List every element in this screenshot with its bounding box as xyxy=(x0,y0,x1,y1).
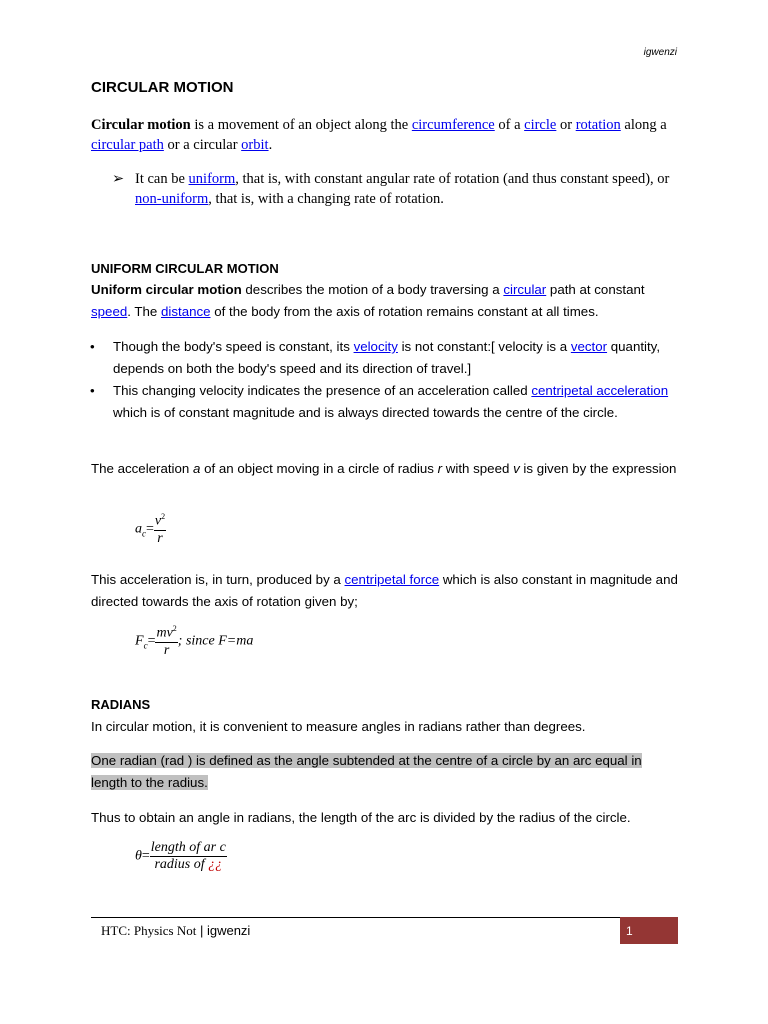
footer-separator: | xyxy=(196,923,207,938)
footer-divider xyxy=(91,917,620,918)
eq-denominator-text: radius of xyxy=(154,857,209,872)
equation-centripetal-force xyxy=(135,624,253,659)
eq-denominator: r xyxy=(157,530,163,546)
accel-text: is given by the expression xyxy=(519,461,677,476)
link-rotation[interactable]: rotation xyxy=(575,117,621,133)
eq-subscript: c xyxy=(143,640,148,651)
intro-text: . xyxy=(268,137,273,153)
bullet-dot-icon: • xyxy=(90,383,95,398)
force-text: This acceleration is, in turn, produced by a xyxy=(91,572,345,587)
radians-intro: In circular motion, it is convenient to measure angles in radians rather than degrees. xyxy=(91,719,586,734)
eq-equals: = xyxy=(141,848,150,864)
link-circle[interactable]: circle xyxy=(524,117,557,133)
eq-numerator: mv xyxy=(156,625,173,641)
bullet-item xyxy=(90,336,682,380)
eq-subscript: c xyxy=(142,528,146,539)
intro-text: along a xyxy=(620,117,667,133)
intro-text: or a circular xyxy=(163,137,242,153)
link-velocity[interactable]: velocity xyxy=(353,339,398,354)
var-r: r xyxy=(437,461,443,476)
force-paragraph xyxy=(91,569,681,613)
footer-title: HTC: Physics Not xyxy=(101,923,197,938)
accel-text: The acceleration xyxy=(91,461,193,476)
highlighted-definition: One radian (rad ) is defined as the angle subtended at the centre of a circle by an arc equal in length to the radius. xyxy=(91,753,642,790)
link-vector[interactable]: vector xyxy=(570,339,608,354)
bullet-item xyxy=(90,380,682,424)
bullet-text: quantity, depends on both the body's speed and its direction of travel.] xyxy=(113,339,661,376)
eq-superscript: 2 xyxy=(172,624,177,633)
eq-numerator: length of ar c xyxy=(150,840,226,855)
arrow-item-text: It can be xyxy=(135,171,189,187)
page-number: 1 xyxy=(626,924,633,938)
ucm-text: . The xyxy=(127,304,161,319)
eq-fraction xyxy=(150,840,227,873)
link-circular[interactable]: circular xyxy=(503,282,547,297)
var-a: a xyxy=(193,461,201,476)
bullet-text: which is of constant magnitude and is always directed towards the centre of the circle. xyxy=(113,405,618,420)
eq-numerator: v xyxy=(154,513,162,529)
ucm-text: path at constant xyxy=(546,282,645,297)
link-circular-path[interactable]: circular path xyxy=(91,137,164,153)
section-heading-radians: RADIANS xyxy=(91,697,151,712)
eq-equals: = xyxy=(147,633,156,649)
link-centripetal-acceleration[interactable]: centripetal acceleration xyxy=(531,383,669,398)
ucm-text: of the body from the axis of rotation remains constant at all times. xyxy=(210,304,599,319)
eq-broken-glyph: ¿¿ xyxy=(208,857,223,872)
intro-text: of a xyxy=(494,117,525,133)
eq-superscript: 2 xyxy=(161,512,166,521)
link-circumference[interactable]: circumference xyxy=(411,117,495,133)
equation-angle-radians xyxy=(135,840,227,873)
arrow-list-item xyxy=(112,169,682,209)
section-heading-ucm: UNIFORM CIRCULAR MOTION xyxy=(91,261,279,276)
footer-author: igwenzi xyxy=(206,923,251,938)
header-author: igwenzi xyxy=(643,47,677,58)
bullet-dot-icon: • xyxy=(90,339,95,354)
link-distance[interactable]: distance xyxy=(161,304,211,319)
ucm-term: Uniform circular motion xyxy=(91,282,242,297)
intro-term: Circular motion xyxy=(91,117,191,133)
eq-equals: = xyxy=(146,521,154,537)
eq-fraction xyxy=(155,624,177,659)
eq-symbol: a xyxy=(135,521,142,537)
page-title: CIRCULAR MOTION xyxy=(91,79,234,96)
eq-denominator xyxy=(150,857,227,873)
bullet-text: is not constant:[ velocity is a xyxy=(397,339,571,354)
radians-formula-intro: Thus to obtain an angle in radians, the length of the arc is divided by the radius of the circle. xyxy=(91,810,631,825)
arrow-item-text: , that is, with a changing rate of rotation. xyxy=(208,191,444,207)
radian-definition xyxy=(91,750,681,794)
footer xyxy=(101,923,250,939)
intro-text: or xyxy=(556,117,576,133)
link-non-uniform[interactable]: non-uniform xyxy=(135,191,209,207)
eq-fraction xyxy=(154,512,166,547)
arrow-item-text: , that is, with constant angular rate of rotation (and thus constant speed), or xyxy=(235,171,670,187)
eq-denominator: r xyxy=(163,642,170,658)
equation-centripetal-acceleration xyxy=(135,512,166,547)
link-uniform[interactable]: uniform xyxy=(188,171,236,187)
eq-tail: ; since F=ma xyxy=(177,633,254,649)
acceleration-paragraph xyxy=(91,458,681,480)
force-text: which is also constant in magnitude and directed towards the axis of rotation given by; xyxy=(91,572,678,609)
bullet-text: This changing velocity indicates the presence of an acceleration called xyxy=(113,383,532,398)
eq-symbol: θ xyxy=(135,848,142,864)
arrow-bullet-icon: ➢ xyxy=(112,171,125,187)
accel-text: with speed xyxy=(442,461,514,476)
intro-paragraph xyxy=(91,115,681,155)
var-v: v xyxy=(513,461,520,476)
link-speed[interactable]: speed xyxy=(91,304,128,319)
link-centripetal-force[interactable]: centripetal force xyxy=(344,572,440,587)
bullet-text: Though the body's speed is constant, its xyxy=(113,339,354,354)
accel-text: of an object moving in a circle of radius xyxy=(200,461,438,476)
intro-text: is a movement of an object along the xyxy=(190,117,412,133)
ucm-text: describes the motion of a body traversing a xyxy=(241,282,504,297)
ucm-paragraph xyxy=(91,279,681,323)
eq-symbol: F xyxy=(135,633,144,649)
link-orbit[interactable]: orbit xyxy=(241,137,269,153)
